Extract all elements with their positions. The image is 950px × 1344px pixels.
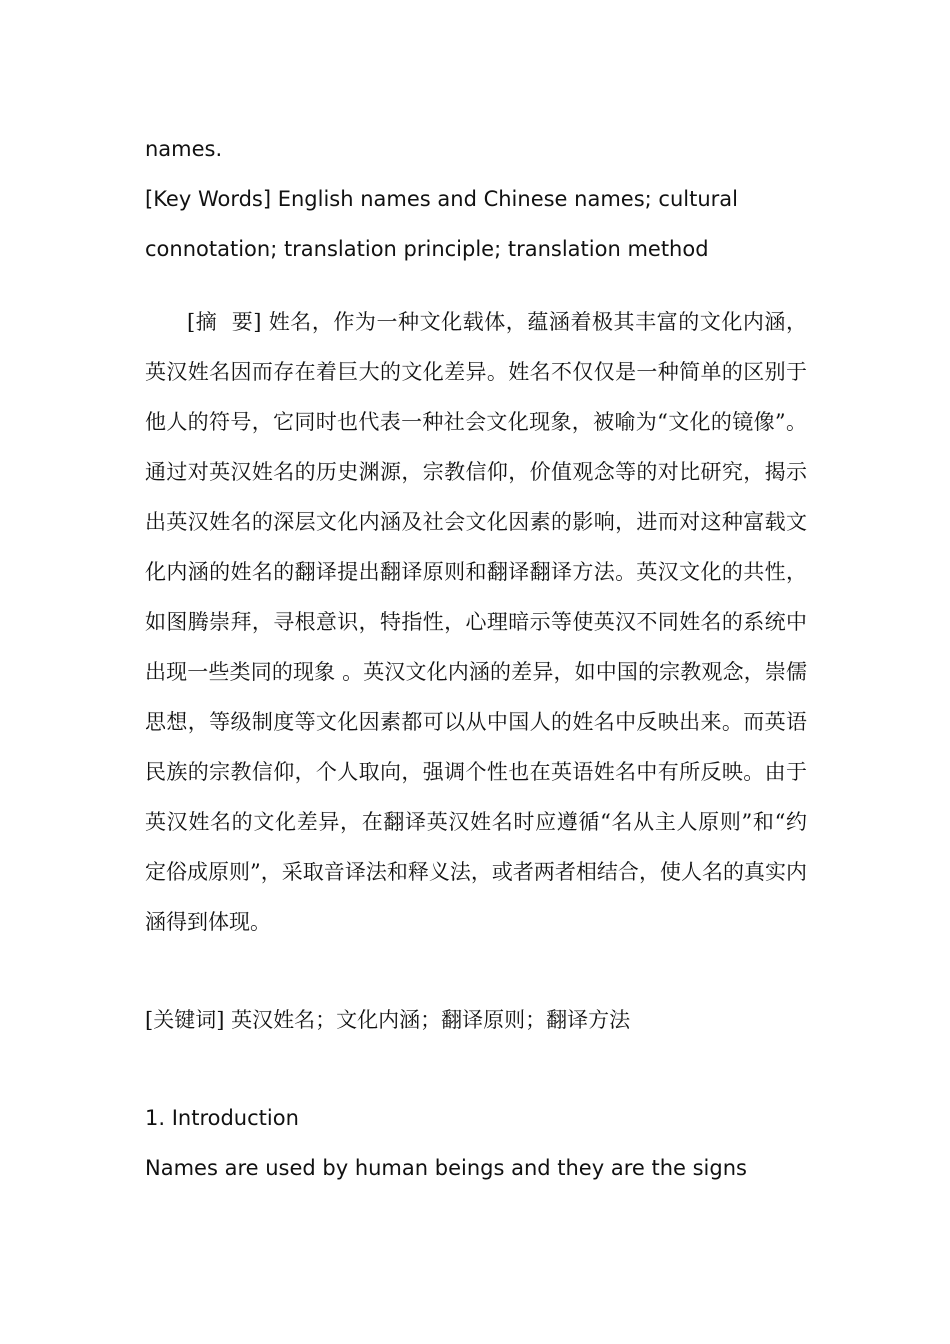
en-keywords-line-1: [Key Words] English names and Chinese names; cultural — [145, 187, 738, 211]
body-first-line: Names are used by human beings and they are the signs — [145, 1156, 747, 1180]
continued-text: names. — [145, 137, 223, 161]
zh-abstract — [145, 297, 807, 947]
zh-abstract-label: [摘 要] — [187, 310, 262, 334]
zh-keywords-label: [关键词] — [145, 1008, 225, 1032]
zh-keywords — [145, 995, 807, 1045]
zh-abstract-text: 姓名，作为一种文化载体，蕴涵着极其丰富的文化内涵，英汉姓名因而存在着巨大的文化差异。姓名不仅仅是一种简单的区别于他人的符号，它同时也代表一种社会文化现象，被喻为“文化的镜像”。通过对英汉姓名的历史渊源，宗教信仰，价值观念等的对比研究，揭示出英汉姓名的深层文化内涵及社会文化因素的影响，进而对这种富载文化内涵的姓名的翻译提出翻译原则和翻译翻译方法。英汉文化的共性，如图腾崇拜，寻根意识，特指性，心理暗示等使英汉不同姓名的系统中出现一些类同的现象 。英汉文化内涵的差异，如中国的宗教观念，崇儒思想，等级制度等文化因素都可以从中国人的姓名中反映出来。而英语民族的宗教信仰，个人取向，强调个性也在英语姓名中有所反映。由于英汉姓名的文化差异，在翻译英汉姓名时应遵循“名从主人原则”和“约定俗成原则”，采取音译法和释义法，或者两者相结合，使人名的真实内涵得到体现。 — [145, 310, 807, 934]
en-keywords-line-2: connotation; translation principle; translation method — [145, 237, 709, 261]
zh-keywords-text: 英汉姓名；文化内涵；翻译原则；翻译方法 — [224, 1008, 631, 1032]
section-heading: 1. Introduction — [145, 1106, 299, 1130]
